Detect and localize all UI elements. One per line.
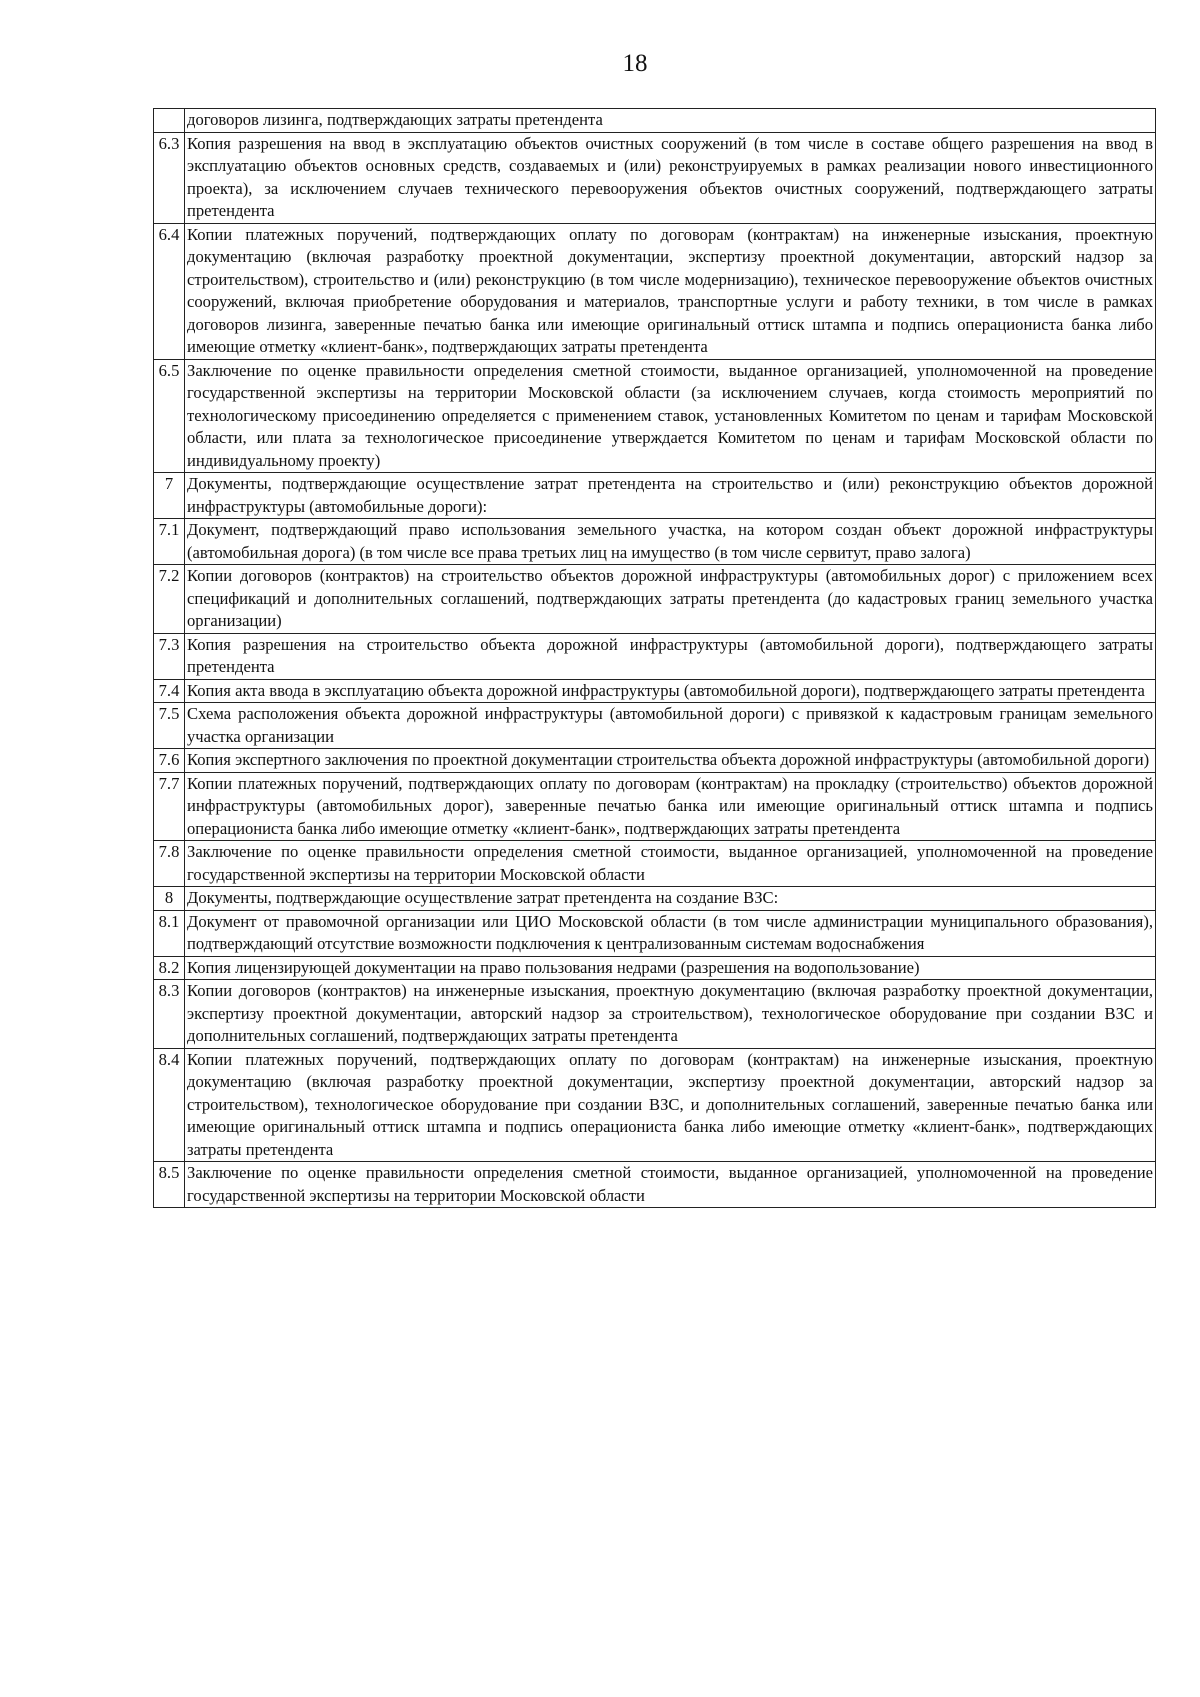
table-row <box>154 633 1156 679</box>
row-text: Заключение по оценке правильности определения сметной стоимости, выданное организацией, уполномоченной на проведение государственной экспертизы на территории Московской области <box>185 1162 1156 1208</box>
row-number: 8.3 <box>154 980 185 1049</box>
row-text: Копия акта ввода в эксплуатацию объекта дорожной инфраструктуры (автомобильной дороги), подтверждающего затраты претендента <box>185 679 1156 703</box>
row-number: 7.6 <box>154 749 185 773</box>
row-number: 7.2 <box>154 565 185 634</box>
row-text: Документ, подтверждающий право использования земельного участка, на котором создан объект дорожной инфраструктуры (автомобильная дорога) (в том числе все права третьих лиц на имущество (в том числе сервитут, право залога) <box>185 519 1156 565</box>
row-text: Копии договоров (контрактов) на инженерные изыскания, проектную документацию (включая разработку проектной документации, экспертизу проектной документации, авторский надзор за строительством), технологическое оборудование при создании ВЗС и дополнительных соглашений, подтверждающих затраты претендента <box>185 980 1156 1049</box>
requirements-table <box>153 108 1156 1208</box>
table-row <box>154 132 1156 223</box>
row-text: Копии договоров (контрактов) на строительство объектов дорожной инфраструктуры (автомобильных дорог) с приложением всех спецификаций и дополнительных соглашений, подтверждающих затраты претендента (до кадастровых границ земельного участка организации) <box>185 565 1156 634</box>
row-text: Копия разрешения на строительство объекта дорожной инфраструктуры (автомобильной дороги), подтверждающего затраты претендента <box>185 633 1156 679</box>
row-text: Копия экспертного заключения по проектной документации строительства объекта дорожной инфраструктуры (автомобильной дороги) <box>185 749 1156 773</box>
row-text: Копия лицензирующей документации на право пользования недрами (разрешения на водопользование) <box>185 956 1156 980</box>
row-text: Заключение по оценке правильности определения сметной стоимости, выданное организацией, уполномоченной на проведение государственной экспертизы на территории Московской области (за исключением случаев, когда стоимость мероприятий по технологическому присоединению определяется с применением ставок, установленных Комитетом по ценам и тарифам Московской области, или плата за технологическое присоединение утверждается Комитетом по ценам и тарифам Московской области по индивидуальному проекту) <box>185 359 1156 473</box>
table-row <box>154 887 1156 911</box>
row-number: 8 <box>154 887 185 911</box>
table-row <box>154 703 1156 749</box>
table-row <box>154 841 1156 887</box>
table-row <box>154 772 1156 841</box>
table-row <box>154 1048 1156 1162</box>
row-text: Документы, подтверждающие осуществление затрат претендента на создание ВЗС: <box>185 887 1156 911</box>
page-number: 18 <box>622 50 648 77</box>
row-text: Заключение по оценке правильности определения сметной стоимости, выданное организацией, уполномоченной на проведение государственной экспертизы на территории Московской области <box>185 841 1156 887</box>
row-number: 6.4 <box>154 223 185 359</box>
table-row <box>154 565 1156 634</box>
row-number: 6.3 <box>154 132 185 223</box>
row-number: 7.3 <box>154 633 185 679</box>
row-number: 8.4 <box>154 1048 185 1162</box>
row-number: 8.5 <box>154 1162 185 1208</box>
table-row <box>154 223 1156 359</box>
row-text: Копии платежных поручений, подтверждающих оплату по договорам (контрактам) на инженерные изыскания, проектную документацию (включая разработку проектной документации, экспертизу проектной документации, авторский надзор за строительством), строительство и (или) реконструкцию (в том числе модернизацию), техническое перевооружение объектов очистных сооружений, включая приобретение оборудования и материалов, транспортные услуги и работу техники, в том числе в рамках договоров лизинга, заверенные печатью банка или имеющие оригинальный оттиск штампа и подпись операциониста банка либо имеющие отметку «клиент-банк», подтверждающих затраты претендента <box>185 223 1156 359</box>
row-number: 6.5 <box>154 359 185 473</box>
row-text: Копии платежных поручений, подтверждающих оплату по договорам (контрактам) на прокладку (строительство) объектов дорожной инфраструктуры (автомобильных дорог), заверенные печатью банка или имеющие оригинальный оттиск штампа и подпись операциониста банка либо имеющие отметку «клиент-банк», подтверждающих затраты претендента <box>185 772 1156 841</box>
row-number: 7.7 <box>154 772 185 841</box>
table-row <box>154 359 1156 473</box>
table-row <box>154 1162 1156 1208</box>
row-text: Документ от правомочной организации или ЦИО Московской области (в том числе администрации муниципального образования), подтверждающий отсутствие возможности подключения к централизованным системам водоснабжения <box>185 910 1156 956</box>
row-number: 7.4 <box>154 679 185 703</box>
table-row <box>154 980 1156 1049</box>
row-text: Копии платежных поручений, подтверждающих оплату по договорам (контрактам) на инженерные изыскания, проектную документацию (включая разработку проектной документации, экспертизу проектной документации, авторский надзор за строительством), технологическое оборудование при создании ВЗС, и дополнительных соглашений, заверенные печатью банка или имеющие оригинальный оттиск штампа и подпись операциониста банка либо имеющие отметку «клиент-банк», подтверждающих затраты претендента <box>185 1048 1156 1162</box>
row-number: 7.8 <box>154 841 185 887</box>
row-number: 7.5 <box>154 703 185 749</box>
row-text: Копия разрешения на ввод в эксплуатацию объектов очистных сооружений (в том числе в составе общего разрешения на ввод в эксплуатацию объектов основных средств, создаваемых и (или) реконструируемых в рамках реализации нового инвестиционного проекта), за исключением случаев технического перевооружения объектов очистных сооружений, подтверждающего затраты претендента <box>185 132 1156 223</box>
row-number: 8.2 <box>154 956 185 980</box>
row-text: Схема расположения объекта дорожной инфраструктуры (автомобильной дороги) с привязкой к кадастровым границам земельного участка организации <box>185 703 1156 749</box>
row-text: договоров лизинга, подтверждающих затраты претендента <box>185 109 1156 133</box>
row-number: 7 <box>154 473 185 519</box>
table-row <box>154 679 1156 703</box>
table-row <box>154 910 1156 956</box>
row-text: Документы, подтверждающие осуществление затрат претендента на строительство и (или) реконструкцию объектов дорожной инфраструктуры (автомобильные дороги): <box>185 473 1156 519</box>
table-row <box>154 749 1156 773</box>
table-row <box>154 473 1156 519</box>
table-row <box>154 956 1156 980</box>
table-row <box>154 109 1156 133</box>
row-number: 7.1 <box>154 519 185 565</box>
row-number: 8.1 <box>154 910 185 956</box>
table-row <box>154 519 1156 565</box>
row-number <box>154 109 185 133</box>
